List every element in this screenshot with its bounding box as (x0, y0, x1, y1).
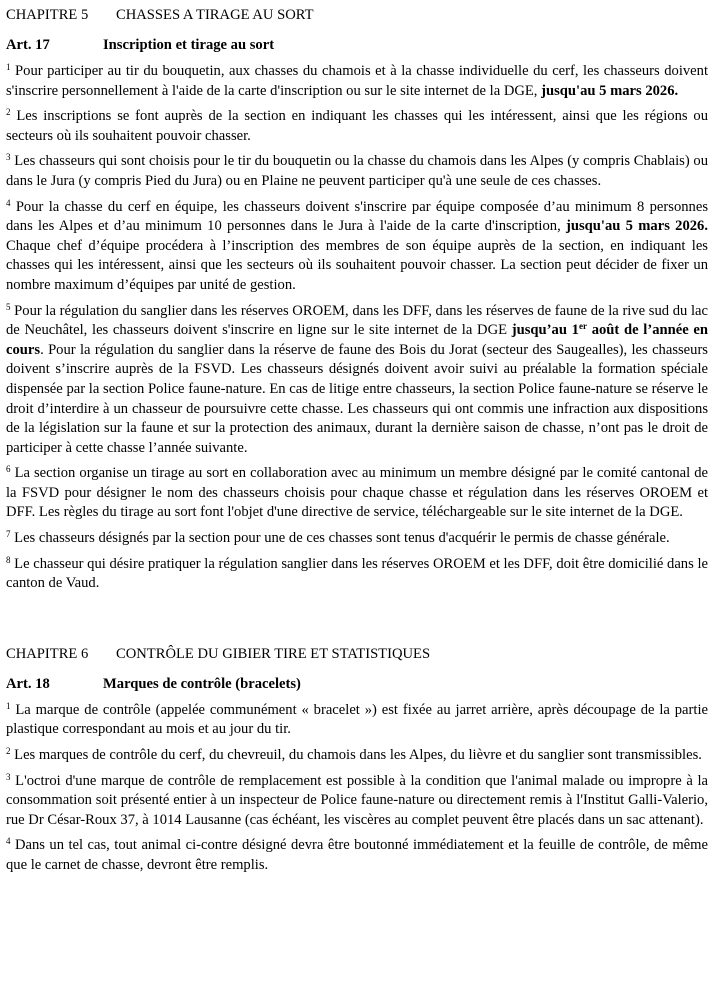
chapter-5-heading (6, 6, 708, 26)
section-spacer (6, 594, 708, 639)
chapter-number: CHAPITRE 6 (6, 645, 89, 662)
art17-paragraph-6: $^6$ La section organise un tirage au sort en collaboration avec au minimum un membre désigné par le comité cantonal de la FSVD pour désigner le nom des chasseurs choisis pour chaque chasse et régulation dans les réserves OROEM et DFF. Les règles du tirage au sort font l'objet d'une directive de service, téléchargeable sur le site internet de la DGE. (6, 464, 708, 521)
chapter-title: CHASSES A TIRAGE AU SORT (116, 7, 314, 23)
art18-paragraph-3: $^3$ L'octroi d'une marque de contrôle de remplacement est possible à la condition que l'animal malade ou impropre à la consommation soit présenté entier à un inspecteur de Police faune-nature ou directement remis à l'Institut Galli-Valerio, rue Dr César-Roux 37, à 1014 Lausanne (cas échéant, les viscères au complet peuvent être placés dans un sac attenant). (6, 771, 708, 828)
article-number: Art. 18 (6, 675, 50, 692)
chapter-6-heading (6, 645, 708, 665)
chapter-number: CHAPITRE 5 (6, 7, 89, 23)
art17-paragraph-3: $^3$ Les chasseurs qui sont choisis pour le tir du bouquetin ou la chasse du chamois dans les Alpes (y compris Chablais) ou dans le Jura (y compris Pied du Jura) ou en Plaine ne peuvent participer qu'à une seule de ces chasses. (6, 152, 708, 189)
chapter-title: CONTRÔLE DU GIBIER TIRE ET STATISTIQUES (116, 645, 431, 662)
art17-paragraph-8: $^8$ Le chasseur qui désire pratiquer la régulation sanglier dans les réserves OROEM et les DFF, doit être domicilié dans le canton de Vaud. (6, 554, 708, 592)
art17-paragraph-7: $^7$ Les chasseurs désignés par la section pour une de ces chasses sont tenus d'acquérir le permis de chasse générale. (6, 529, 670, 547)
art17-paragraph-5: $^5$ Pour la régulation du sanglier dans les réserves OROEM, dans les DFF, dans les réserves de faune de la rive sud du lac de Neuchâtel, les chasseurs doivent s'inscrire en ligne sur le site internet de la DGE jusqu’au 1er août de l’année en cours. Pour la régulation du sanglier dans la réserve de faune des Bois du Jorat (secteur des Saugealles), les chasseurs doivent s’inscrire auprès de la FSVD. Les chasseurs désignés doivent avoir suivi au préalable la formation spéciale dispensée par la section Police faune-nature. En cas de litige entre chasseurs, la section Police faune-nature se réserve le droit d’interdire à un chasseur de poursuivre cette chasse. Les chasseurs qui ont commis une infraction aux dispositions de la législation sur la faune et sur la protection des animaux, durant la dernière saison de chasse, n’ont pas le droit de participer à cette chasse l’année suivante. (6, 301, 708, 456)
article-18-heading (6, 675, 708, 695)
article-title: Inscription et tirage au sort (103, 37, 275, 53)
article-title: Marques de contrôle (bracelets) (103, 675, 301, 692)
art17-paragraph-2: $^2$ Les inscriptions se font auprès de la section en indiquant les chasses qui les intéressent, ainsi que les régions ou secteurs où ils souhaitent pouvoir chasser. (6, 107, 708, 144)
art18-paragraph-2: $^2$ Les marques de contrôle du cerf, du chevreuil, du chamois dans les Alpes, du lièvre et du sanglier sont transmissibles. (6, 746, 702, 764)
art17-paragraph-4: $^4$ Pour la chasse du cerf en équipe, les chasseurs doivent s'inscrire par équipe composée d’au minimum 8 personnes dans les Alpes et d’au minimum 10 personnes dans le Jura à l'aide de la carte d'inscription, jusqu'au 5 mars 2026. Chaque chef d’équipe procédera à l’inscription des membres de son équipe auprès de la section, en indiquant les chasses qui les intéressent, ainsi que les secteurs où ils souhaitent pouvoir chasser. La section peut décider de fixer un nombre maximum d’équipes par unité de gestion. (6, 197, 708, 293)
article-17-heading (6, 36, 708, 56)
document-page (6, 0, 708, 876)
art17-paragraph-1: $^1$ Pour participer au tir du bouquetin, aux chasses du chamois et à la chasse individuelle du cerf, les chasseurs doivent s'inscrire personnellement à l'aide de la carte d'inscription ou sur le site internet de la DGE, jusqu'au 5 mars 2026. (6, 62, 708, 99)
article-number: Art. 17 (6, 37, 50, 53)
art18-paragraph-4: $^4$ Dans un tel cas, tout animal ci-contre désigné devra être boutonné immédiatement et la feuille de contrôle, de même que le carnet de chasse, devront être remplis. (6, 836, 708, 873)
art18-paragraph-1: $^1$ La marque de contrôle (appelée communément « bracelet ») est fixée au jarret arrière, après découpage de la partie plastique correspondant au mois et au jour du tir. (6, 700, 708, 738)
